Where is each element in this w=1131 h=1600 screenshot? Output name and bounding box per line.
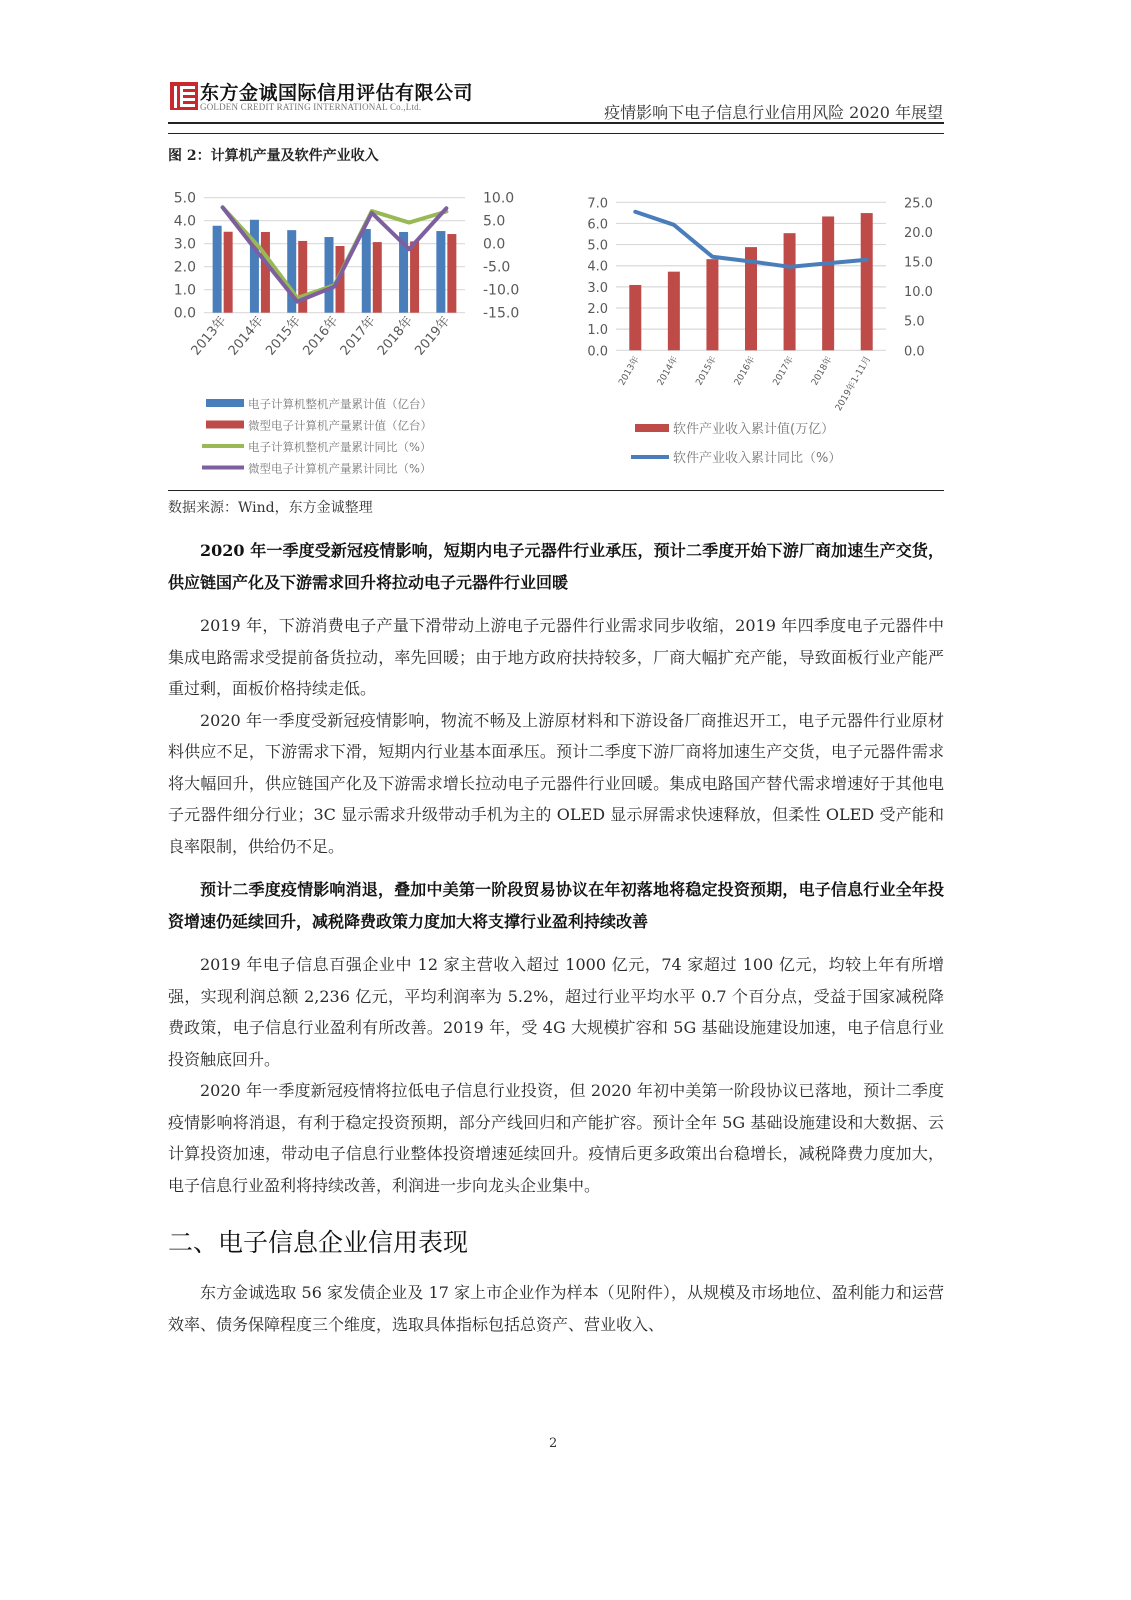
company-name-en: GOLDEN CREDIT RATING INTERNATIONAL Co.,Ltd.: [200, 102, 422, 112]
data-source-note: 数据来源：Wind，东方金诚整理: [168, 500, 373, 516]
paragraph-4: 2020 年一季度新冠疫情将拉低电子信息行业投资，但 2020 年初中美第一阶段协议已落地，预计二季度疫情影响将消退，有利于稳定投资预期，部分产线回归和产能扩容。预计全年 5G 基础设施建设和大数据、云计算投资加速，带动电子信息行业整体投资增速延续回升。疫情后更多政策出台稳增长，减税降费力度加大，电子信息行业盈利将持续改善，利润进一步向龙头企业集中。: [168, 1081, 944, 1195]
company-name-cn: 东方金诚国际信用评估有限公司: [200, 82, 474, 104]
bar: [668, 272, 680, 351]
bar: [373, 242, 382, 313]
x-tick-label: 2013年: [188, 313, 230, 359]
bar: [224, 232, 233, 313]
y-left-tick-label: 6.0: [587, 217, 608, 233]
header-divider: [168, 122, 944, 124]
subheading-2: 预计二季度疫情影响消退，叠加中美第一阶段贸易协议在年初落地将稳定投资预期，电子信息行业全年投资增速仍延续回升，减税降费政策力度加大将支撑行业盈利持续改善: [168, 880, 944, 931]
legend-label: 微型电子计算机产量累计同比（%）: [248, 461, 432, 476]
bar: [410, 241, 419, 312]
bar: [362, 229, 371, 313]
bar: [436, 231, 445, 313]
legend-swatch: [206, 421, 244, 429]
legend-swatch: [635, 424, 669, 432]
y-left-tick-label: 0.0: [587, 344, 608, 360]
legend-label: 电子计算机整机产量累计同比（%）: [248, 440, 432, 454]
report-title: 疫情影响下电子信息行业信用风险 2020 年展望: [604, 103, 943, 122]
bar: [325, 237, 334, 313]
y-right-tick-label: 0.0: [904, 344, 925, 360]
legend-label: 电子计算机整机产量累计值（亿台）: [248, 397, 432, 411]
bar: [213, 226, 222, 313]
bar: [629, 285, 641, 350]
legend-label: 微型电子计算机产量累计值（亿台）: [248, 418, 432, 433]
y-left-tick-label: 5.0: [587, 238, 608, 254]
y-left-tick-label: 2.0: [587, 302, 608, 318]
x-tick-label: 2019年: [412, 313, 454, 359]
x-tick-label: 2014年: [655, 354, 681, 388]
y-left-tick-label: 1.0: [587, 323, 608, 339]
x-tick-label: 2016年: [300, 313, 342, 359]
y-left-tick-label: 5.0: [173, 190, 196, 207]
x-tick-label: 2015年: [694, 354, 720, 388]
x-tick-label: 2017年: [337, 313, 379, 359]
figure-top-divider: [168, 133, 944, 134]
legend-swatch: [206, 399, 244, 407]
figure-bottom-divider: [168, 490, 944, 491]
y-left-tick-label: 3.0: [173, 236, 196, 253]
x-tick-label: 2018年: [375, 313, 417, 359]
bar: [822, 216, 834, 350]
x-tick-label: 2018年: [810, 354, 835, 388]
paragraph-3: 2019 年电子信息百强企业中 12 家主营收入超过 1000 亿元，74 家超过 100 亿元，均较上年有所增强，实现利润总额 2,236 亿元，平均利润率为 5.2%，超过行业平均水平 0.7 个百分点，受益于国家减税降费政策，电子信息行业盈利有所改善。2019 年，受 4G 大规模扩容和 5G 基础设施建设加速，电子信息行业投资触底回升。: [168, 955, 944, 1069]
y-right-tick-label: -10.0: [483, 282, 520, 299]
x-tick-label: 2014年: [225, 313, 267, 359]
x-tick-label: 2017年: [771, 354, 797, 388]
software-revenue-chart: [560, 185, 950, 485]
bar: [861, 213, 873, 350]
y-right-tick-label: 20.0: [904, 225, 933, 241]
bar: [447, 234, 456, 313]
y-right-tick-label: 0.0: [483, 236, 506, 253]
y-left-tick-label: 7.0: [587, 196, 608, 212]
legend-label: 软件产业收入累计值(万亿）: [673, 422, 835, 437]
company-logo-icon: [170, 82, 198, 110]
page-number: 2: [549, 1436, 558, 1451]
bar: [261, 232, 270, 313]
x-tick-label: 2019年1-11月: [833, 354, 874, 413]
y-right-tick-label: 10.0: [483, 190, 515, 207]
paragraph-2: 2020 年一季度受新冠疫情影响，物流不畅及上游原材料和下游设备厂商推迟开工，电子元器件行业原材料供应不足，下游需求下滑，短期内行业基本面承压。预计二季度下游厂商将加速生产交货，电子元器件需求将大幅回升，供应链国产化及下游需求增长拉动电子元器件行业回暖。集成电路国产替代需求增速好于其他电子元器件细分行业；3C 显示需求升级带动手机为主的 OLED 显示屏需求快速释放，但柔性 OLED 受产能和良率限制，供给仍不足。: [168, 710, 944, 856]
paragraph-5: 东方金诚选取 56 家发债企业及 17 家上市企业作为样本（见附件），从规模及市场地位、盈利能力和运营效率、债务保障程度三个维度，选取具体指标包括总资产、营业收入、: [168, 1283, 944, 1334]
y-right-tick-label: 15.0: [904, 255, 933, 271]
bar: [250, 220, 259, 313]
bar: [784, 233, 796, 350]
y-left-tick-label: 4.0: [173, 213, 196, 230]
y-right-tick-label: 5.0: [904, 314, 925, 330]
figure-title: 图 2：计算机产量及软件产业收入: [168, 148, 379, 164]
y-right-tick-label: 5.0: [483, 213, 506, 230]
y-right-tick-label: -5.0: [483, 259, 511, 276]
y-left-tick-label: 0.0: [173, 305, 196, 322]
legend-label: 软件产业收入累计同比（%）: [673, 451, 842, 466]
x-tick-label: 2015年: [263, 313, 305, 359]
computer-output-chart: [160, 180, 550, 485]
bar: [706, 259, 718, 350]
y-right-tick-label: 25.0: [904, 196, 933, 212]
y-left-tick-label: 2.0: [173, 259, 196, 276]
y-left-tick-label: 1.0: [173, 282, 196, 299]
y-left-tick-label: 3.0: [587, 280, 608, 296]
x-tick-label: 2013年: [617, 354, 642, 388]
y-right-tick-label: -15.0: [483, 305, 520, 322]
section-title: 二、电子信息企业信用表现: [168, 1228, 469, 1257]
y-left-tick-label: 4.0: [587, 259, 608, 275]
subheading-1: 2020 年一季度受新冠疫情影响，短期内电子元器件行业承压，预计二季度开始下游厂商加速生产交货，供应链国产化及下游需求回升将拉动电子元器件行业回暖: [168, 541, 944, 592]
x-tick-label: 2016年: [732, 354, 758, 388]
paragraph-1: 2019 年，下游消费电子产量下滑带动上游电子元器件行业需求同步收缩，2019 年四季度电子元器件中集成电路需求受提前备货拉动，率先回暖；由于地方政府扶持较多，厂商大幅扩充产能，导致面板行业产能严重过剩，面板价格持续走低。: [168, 616, 944, 698]
y-right-tick-label: 10.0: [904, 285, 933, 301]
body-text: [168, 535, 944, 1340]
